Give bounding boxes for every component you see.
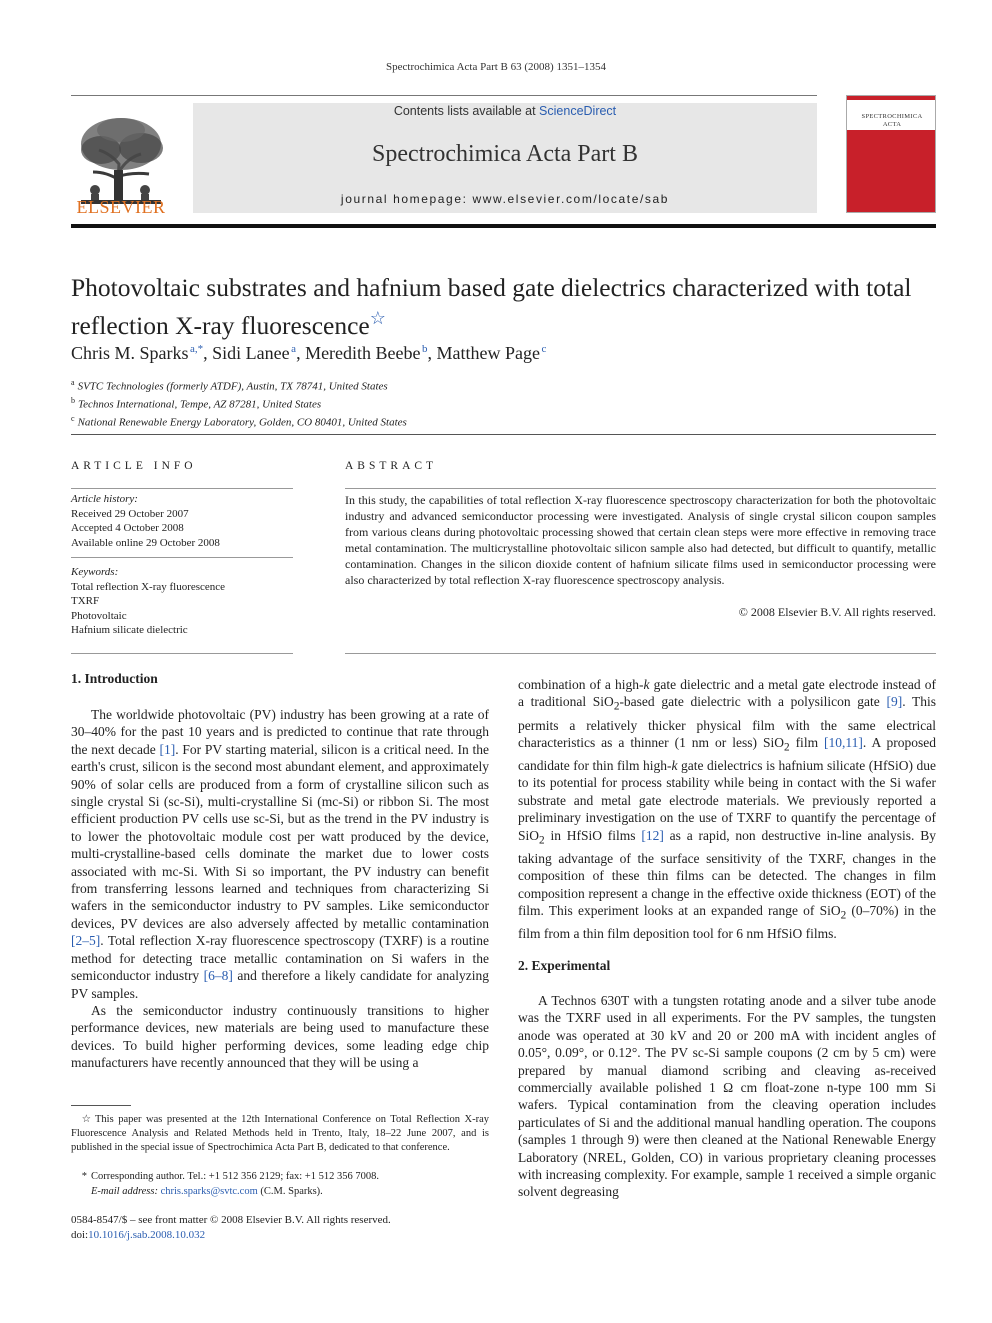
right-column-experimental — [518, 992, 936, 1201]
footnote-star-text: This paper was presented at the 12th International Conference on Total Reflection X-ray Fluorescence Analysis and Related Methods held in Trento, Italy, 18–22 June 2007, and is published in the special issue of Spectrochimica Acta Part B, dedicated to that conference. — [71, 1114, 489, 1153]
title-footnote-star-icon[interactable]: ☆ — [369, 308, 386, 328]
text-run: gate dielectrics is hafnium silicate (HfSiO) due to its potential for process stability while being in contact with the Si wafer substrate and metal gate electrode materials. We previously reported a preliminary investigation on the use of TXRF to quantify the percentage of SiO — [518, 758, 936, 843]
experimental-paragraph: A Technos 630T with a tungsten rotating anode and a silver tube anode was the TXRF used in all experiments. For the PV samples, the tungsten anode was operated at 30 kV and 20 or 200 mA with incident angles of 0.05°, 0.09°, or 0.12°. The PV sc-Si sample coupons (2 cm by 5 cm) were prepared by manual diamond scribing and cleaving as-received commercially available polished 1 Ω cm float-zone n-type 100 mm Si wafers. Typical contamination from the cleaving operation includes particulates of Si and the additional manual handling operation. The coupons (samples 1 through 9) were then cleaned at the National Renewable Energy Laboratory (NREL, Golden, CO) in various proprietary cleaning processes with increasing complexity. For example, sample 1 received a simple organic solvent degreasing — [518, 993, 936, 1200]
author-affiliation-mark[interactable]: b — [422, 343, 428, 355]
footnote-rule — [71, 1105, 131, 1106]
online-date: Available online 29 October 2008 — [71, 536, 220, 549]
cover-title: SPECTROCHIMICA ACTA — [861, 113, 923, 128]
affiliation-mark: a — [71, 378, 75, 387]
affiliation-item — [71, 394, 936, 412]
affiliation-mark: b — [71, 396, 75, 406]
cover-red-panel — [847, 130, 935, 212]
text-run: -based gate dielectric with a polysilicon gate — [619, 694, 887, 710]
footnote-star — [71, 1113, 489, 1155]
header-top-rule — [71, 95, 817, 96]
contents-line — [193, 104, 817, 118]
email-suffix: (C.M. Sparks). — [257, 1186, 323, 1197]
keyword: Hafnium silicate dielectric — [71, 624, 188, 636]
section-heading-experimental: 2. Experimental — [518, 958, 611, 973]
affiliation-text: SVTC Technologies (formerly ATDF), Austin, TX 78741, United States — [77, 380, 388, 393]
received-date: Received 29 October 2007 — [71, 507, 189, 520]
cover-top-band — [847, 96, 935, 100]
reference-link[interactable]: [6–8] — [203, 968, 233, 984]
author-affiliation-mark[interactable]: a — [291, 343, 297, 355]
affiliation-item — [71, 376, 936, 394]
intro-paragraph — [71, 706, 489, 1002]
affiliation-text: Technos International, Tempe, AZ 87281, United States — [78, 398, 322, 411]
reference-link[interactable]: [10,11] — [824, 734, 863, 750]
footnote-email — [91, 1185, 489, 1199]
reference-link[interactable]: [12] — [641, 827, 664, 843]
sciencedirect-link[interactable]: ScienceDirect — [539, 104, 617, 118]
text-run: k — [643, 677, 650, 692]
author-name: Matthew Page — [436, 343, 541, 363]
text-run: gate dielectric and a metal gate electrode instead of a traditional SiO — [518, 677, 936, 710]
reference-link[interactable]: [2–5] — [71, 933, 101, 949]
author-list: Chris M. Sparks $^{a,*}$, Sidi Lanee $^a$, Meredith Beebe $^b$, Matthew Page $^c$ — [71, 343, 547, 363]
keywords — [71, 565, 293, 638]
keyword: Total reflection X-ray fluorescence — [71, 580, 226, 593]
front-matter-line: 0584-8547/$ – see front matter © 2008 Elsevier B.V. All rights reserved. — [71, 1214, 391, 1226]
affiliation-mark: c — [71, 414, 75, 424]
abstract-heading: ABSTRACT — [345, 460, 438, 472]
subscript: 2 — [840, 909, 847, 922]
footnote-asterisk: * — [81, 1171, 87, 1182]
reference-link[interactable]: [9] — [886, 694, 903, 710]
accepted-date: Accepted 4 October 2008 — [71, 522, 184, 534]
text-run: as a rapid, non destructive in-line analysis. By taking advantage of the surface sensitivity of the TXRF, changes in the composition of these thin films can be detected. The changes in film composition represent a change in the effective oxide thickness (EOT) of the film. This experiment looks at an expanded range of SiO — [518, 827, 936, 918]
abstract-rule — [345, 488, 936, 489]
header-thick-rule — [71, 224, 936, 228]
abstract-rule — [345, 653, 936, 654]
affiliation-item — [71, 412, 936, 430]
author-affiliation-mark[interactable]: c — [541, 343, 547, 355]
author-name: Sidi Lanee — [212, 343, 290, 363]
title-divider — [71, 434, 936, 435]
doi-line — [71, 1228, 205, 1243]
email-label: E-mail address: — [91, 1186, 158, 1197]
text-run: film — [789, 734, 825, 750]
contents-prefix: Contents lists available at — [393, 104, 540, 118]
author-affiliation-mark[interactable]: a,* — [190, 343, 204, 355]
subscript: 2 — [613, 701, 620, 714]
text-run: . A proposed candidate for thin film high- — [518, 734, 936, 773]
corresponding-text: Corresponding author. Tel.: +1 512 356 2129; fax: +1 512 356 7008. — [91, 1171, 379, 1182]
text-run: (0–70%) in the film from a thin film deposition tool for 6 nm HfSiO films. — [518, 902, 936, 942]
affiliation-text: National Renewable Energy Laboratory, Golden, CO 80401, United States — [77, 416, 407, 429]
keyword: Photovoltaic — [71, 609, 127, 622]
author-name: Chris M. Sparks — [71, 343, 189, 363]
subscript: 2 — [539, 834, 545, 847]
text-run: . Total reflection X-ray fluorescence spectroscopy (TXRF) is a routine method for detecting trace metallic contamination on Si wafers in the semiconductor industry — [71, 933, 489, 984]
left-column — [71, 706, 489, 1072]
text-run: . This permits a relatively thicker physical film with the same electrical characteristics as a thinner (1 nm or less) SiO — [518, 694, 936, 750]
article-info-heading: ARTICLE INFO — [71, 460, 197, 472]
publisher-wordmark: ELSEVIER — [76, 197, 166, 217]
article-info-rule — [71, 653, 293, 654]
right-column — [518, 676, 936, 942]
text-run: The worldwide photovoltaic (PV) industry has been growing at a rate of 30–40% for the past 10 years and is predicted to continue that rate through the next decade — [71, 707, 489, 757]
journal-citation: Spectrochimica Acta Part B 63 (2008) 1351–1354 — [386, 61, 606, 73]
doi-label: doi: — [71, 1229, 89, 1241]
intro-paragraph — [518, 676, 936, 942]
paper-title — [71, 273, 936, 341]
reference-link[interactable]: [1] — [159, 741, 176, 757]
abstract-text: In this study, the capabilities of total reflection X-ray fluorescence spectroscopy characterization for both the photovoltaic industry and advanced semiconductor processing were investigated. Analysis of single crystal silicon coupon samples from various cleans during photovoltaic processing showed that certain clean steps were more effective in removing trace metal contamination. The multicrystalline photovoltaic silicon sample also had detected, but difficult to quantify, metallic contamination. Changes in the silicon dioxide content of hafnium silicate films used in semiconductor processing were also characterized by total reflection X-ray fluorescence spectroscopy analysis. — [345, 493, 936, 587]
subscript: 2 — [783, 741, 790, 754]
text-run: k — [671, 758, 678, 773]
article-info-rule — [71, 488, 293, 489]
history-label: Article history: — [71, 493, 138, 505]
intro-paragraph: As the semiconductor industry continuously transitions to higher performance devices, new materials are being used to manufacture these devices. To build higher performing devices, some leading edge chip manufacturers have recently announced that they will be using a — [71, 1002, 489, 1071]
affiliations — [71, 376, 936, 430]
article-info-rule — [71, 557, 293, 558]
email-link[interactable]: chris.sparks@svtc.com — [160, 1186, 258, 1197]
paper-title-line1: Photovoltaic substrates and hafnium based gate dielectrics characterized with total — [71, 273, 912, 302]
journal-title: Spectrochimica Acta Part B — [372, 141, 638, 167]
text-run: in HfSiO films — [544, 827, 642, 843]
footnote-star-icon: ☆ — [81, 1114, 91, 1125]
journal-cover-thumbnail[interactable] — [846, 95, 936, 213]
abstract-copyright: © 2008 Elsevier B.V. All rights reserved. — [738, 605, 936, 619]
author-name: Meredith Beebe — [305, 343, 421, 363]
keywords-label: Keywords: — [71, 566, 119, 578]
section-heading-introduction: 1. Introduction — [71, 671, 158, 686]
doi-link[interactable]: 10.1016/j.sab.2008.10.032 — [88, 1229, 206, 1241]
footnote-corresponding — [71, 1170, 489, 1184]
paper-title-line2: reflection X-ray fluorescence — [71, 311, 370, 340]
text-run: combination of a high- — [518, 677, 644, 692]
article-history — [71, 492, 293, 550]
text-run: . For PV starting material, silicon is a critical need. In the earth's crust, silicon is the second most abundant element, and approximately 90% of solar cells are produced from a form of crystalline silicon such as single crystal Si (sc-Si), multi-crystalline Si (mc-Si) or ribbon Si. The most efficient production PV cells use sc-Si, but as the trend in the PV industry is to lower the photovoltaic module cost per watt produced by the device, multi-crystalline-based cells dominate the market due to lower costs associated with mc-Si. With Si so important, the PV industry can benefit from transferring lessons learned and techniques from characterizing Si wafers in the semiconductor industry to PV samples. Like semiconductor devices, PV devices are also adversely affected by metallic contamination — [71, 741, 490, 931]
text-run: and therefore a likely candidate for analyzing PV samples. — [71, 968, 489, 1001]
journal-homepage[interactable]: journal homepage: www.elsevier.com/locate/sab — [340, 192, 670, 206]
keyword: TXRF — [71, 595, 100, 607]
